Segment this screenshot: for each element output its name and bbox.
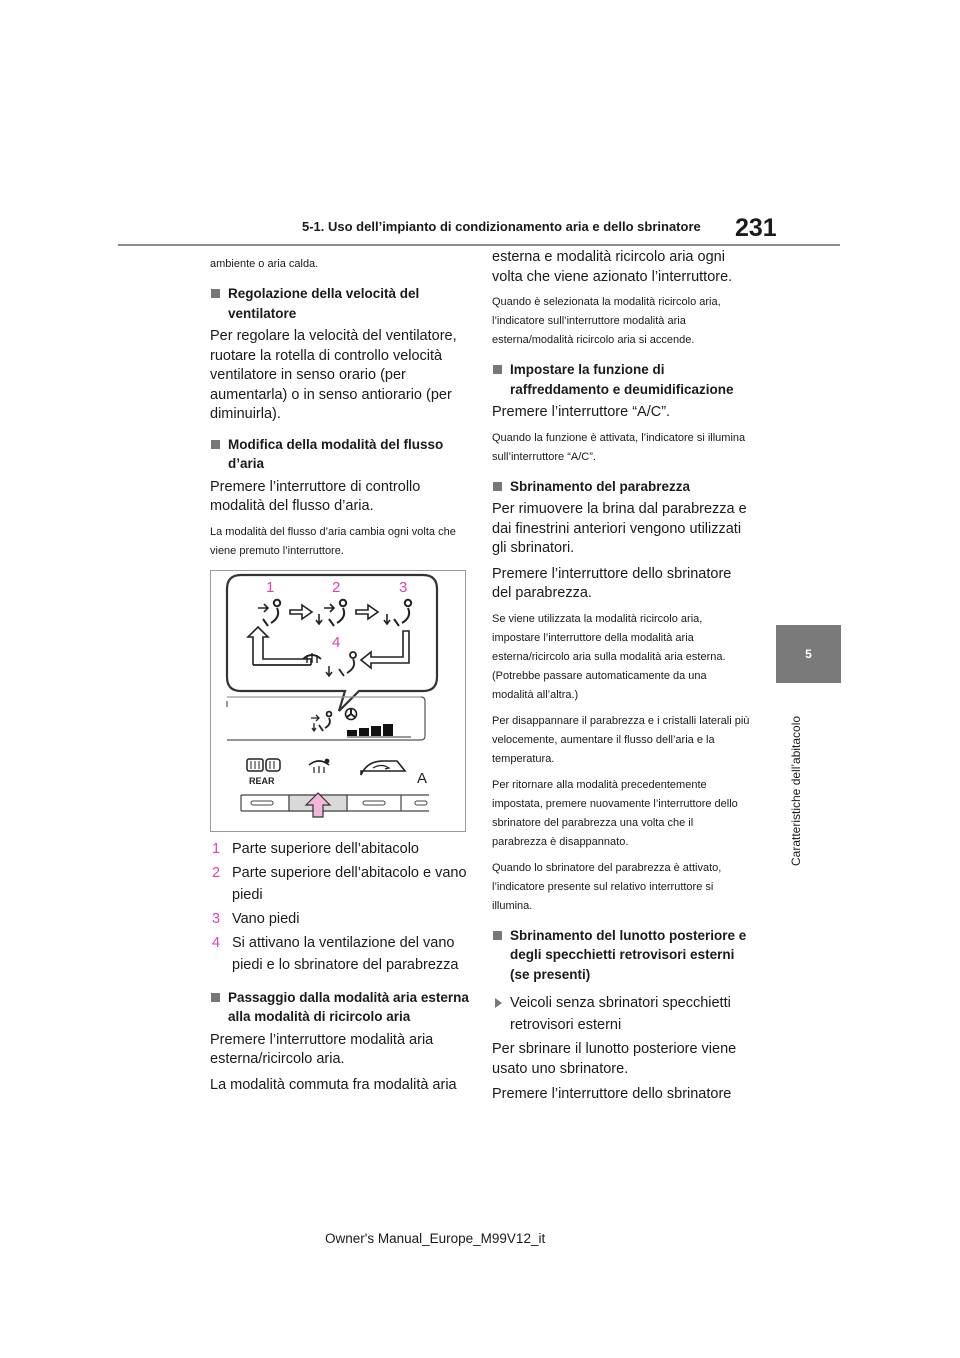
legend-num: 4	[212, 934, 221, 951]
chapter-label	[776, 690, 816, 866]
recirc-text-2: La modalità commuta fra modalità aria	[210, 1076, 457, 1093]
fan-speed-text: Per regolare la velocità del ventilatore, ruotare la rotella di controllo velocità ventilatore in senso orario (per aumentarla) o in senso antiorario (per diminuirla).	[210, 328, 457, 422]
footer-text: Owner's Manual_Europe_M99V12_it	[325, 1231, 546, 1246]
rear-defrost-text-2: Premere l’interruttore dello sbrinatore	[492, 1086, 732, 1102]
callout-4: 4	[332, 633, 341, 651]
fan-icon	[346, 708, 357, 719]
legend-num: 1	[212, 840, 221, 857]
airflow-diagram	[211, 571, 465, 831]
defrost-text-1: Per rimuovere la brina dal parabrezza e dai finestrini anteriori vengono utilizzati gli sbrinatori.	[492, 501, 747, 556]
section-title: 5-1. Uso dell’impianto di condizionamento aria e dello sbrinatore	[302, 219, 701, 234]
legend-text: Si attivano la ventilazione del vano piedi e lo sbrinatore del parabrezza	[232, 934, 459, 973]
defrost-note-3: Per ritornare alla modalità precedentemente impostata, premere nuovamente l’interruttore dello sbrinatore del parabrezza una volta che il parabrezza è disappannato.	[492, 778, 738, 848]
defrost-heading: Sbrinamento del parabrezza	[492, 477, 750, 497]
airflow-mode-figure	[210, 570, 466, 832]
defrost-note-2: Per disappannare il parabrezza e i cristalli laterali più velocemente, aumentare il flusso dell’aria e la temperatura.	[492, 714, 750, 765]
ac-text: Premere l’interruttore “A/C”.	[492, 404, 671, 420]
windshield-defrost-icon	[309, 759, 329, 773]
rear-defrost-button[interactable]	[251, 801, 273, 805]
legend-item	[210, 862, 470, 906]
defrost-note-1: Se viene utilizzata la modalità ricircolo aria, impostare l’interruttore della modalità aria esterna/ricircolo aria sulla modalità aria esterna. (Potrebbe passare automaticamente da una modalità all’altra.)	[492, 612, 726, 701]
rear-defrost-heading: Sbrinamento del lunotto posteriore e degli specchietti retrovisori esterni (se presenti)	[492, 926, 750, 985]
right-column	[492, 248, 750, 1111]
mode-arrow-2	[356, 605, 378, 619]
ac-button[interactable]	[415, 801, 427, 805]
legend-num: 2	[212, 864, 221, 881]
seat-face-icon	[258, 599, 280, 625]
airflow-note: La modalità del flusso d’aria cambia ogni volta che viene premuto l’interruttore.	[210, 525, 456, 557]
rear-defrost-text-1: Per sbrinare il lunotto posteriore viene usato uno sbrinatore.	[492, 1041, 737, 1077]
legend-text: Parte superiore dell’abitacolo	[232, 840, 419, 857]
legend-text: Parte superiore dell’abitacolo e vano piedi	[232, 864, 467, 903]
recirc-heading: Passaggio dalla modalità aria esterna alla modalità di ricircolo aria	[210, 988, 470, 1027]
callout-2: 2	[332, 578, 341, 596]
recirc-note: Quando è selezionata la modalità ricircolo aria, l’indicatore sull’interruttore modalità aria esterna/modalità ricircolo aria si accende.	[492, 296, 721, 346]
recirc-text-1: Premere l’interruttore modalità aria esterna/ricircolo aria.	[210, 1031, 434, 1067]
rear-label: REAR	[249, 775, 275, 786]
recirculation-icon	[361, 761, 405, 775]
legend-item	[210, 908, 470, 930]
ac-heading: Impostare la funzione di raffreddamento e deumidificazione	[492, 360, 750, 399]
airflow-heading: Modifica della modalità del flusso d’aria	[210, 435, 470, 474]
callout-1: 1	[266, 578, 275, 596]
legend-item	[210, 932, 470, 976]
chapter-label-text: Caratteristiche dell’abitacolo	[789, 715, 803, 866]
seat-face-feet-icon	[316, 599, 346, 625]
mode-arrow-1	[290, 605, 312, 619]
legend-item	[210, 838, 470, 860]
display-seat-icon	[311, 711, 331, 730]
fan-speed-heading: Regolazione della velocità del ventilatore	[210, 284, 470, 323]
seat-feet-icon	[384, 599, 411, 625]
defrost-note-4: Quando lo sbrinatore del parabrezza è attivato, l’indicatore presente sul relativo interruttore si illumina.	[492, 861, 722, 912]
return-arrow-left	[361, 631, 409, 668]
legend-num: 3	[212, 910, 221, 927]
chapter-tab[interactable]: 5	[776, 625, 841, 683]
header-divider	[118, 244, 840, 246]
return-arrow-up	[248, 627, 311, 665]
recirc-continued-text: esterna e modalità ricircolo aria ogni volta che viene azionato l’interruttore.	[492, 249, 733, 285]
figure-label-a: A	[417, 769, 428, 787]
ac-note: Quando la funzione è attivata, l’indicatore si illumina sull’interruttore “A/C”.	[492, 431, 746, 463]
callout-3: 3	[399, 578, 408, 596]
rear-defrost-variant: Veicoli senza sbrinatori specchietti retrovisori esterni	[492, 992, 750, 1036]
fan-speed-bars	[347, 724, 411, 737]
figure-legend	[210, 838, 470, 976]
defrost-text-2: Premere l’interruttore dello sbrinatore del parabrezza.	[492, 565, 732, 601]
left-column	[210, 255, 470, 1101]
rear-defrost-icon	[247, 759, 280, 771]
recirculation-button[interactable]	[363, 801, 385, 805]
legend-text: Vano piedi	[232, 910, 300, 927]
airflow-text: Premere l’interruttore di controllo modalità del flusso d’aria.	[210, 478, 421, 514]
intro-text: ambiente o aria calda.	[210, 258, 319, 270]
page-number: 231	[735, 214, 777, 242]
